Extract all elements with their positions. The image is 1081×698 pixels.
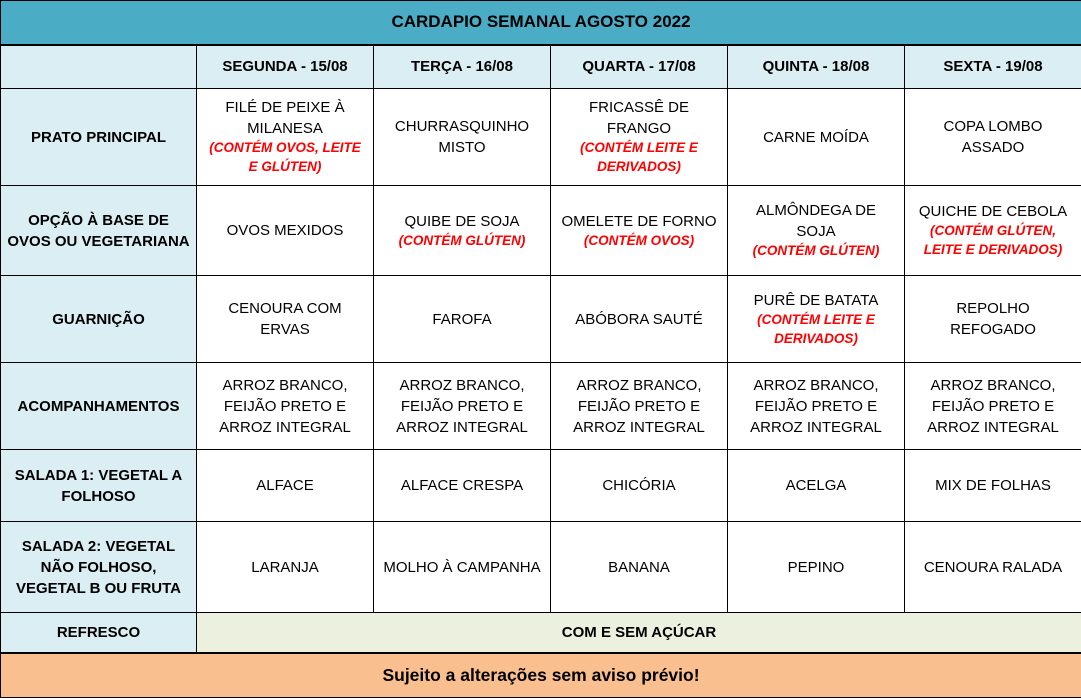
allergen-note: (CONTÉM GLÚTEN) — [382, 232, 542, 251]
menu-cell — [197, 522, 374, 613]
dish-name: CHURRASQUINHO MISTO — [382, 116, 542, 158]
refresco-value: COM E SEM AÇÚCAR — [197, 613, 1081, 653]
dish-name: BANANA — [559, 557, 719, 578]
menu-cell — [728, 522, 905, 613]
dish-name: ARROZ BRANCO, FEIJÃO PRETO E ARROZ INTEGRAL — [205, 375, 365, 438]
column-header-quinta: QUINTA - 18/08 — [728, 45, 905, 89]
row-label-refresco: REFRESCO — [1, 613, 197, 653]
table-row — [1, 186, 1081, 276]
dish-name: CENOURA COM ERVAS — [205, 298, 365, 340]
menu-cell — [551, 522, 728, 613]
row-label-salada-2: SALADA 2: VEGETAL NÃO FOLHOSO, VEGETAL B OU FRUTA — [1, 522, 197, 613]
menu-cell — [197, 276, 374, 363]
dish-name: CHICÓRIA — [559, 475, 719, 496]
dish-name: FRICASSÊ DE FRANGO — [559, 97, 719, 139]
page-title: CARDAPIO SEMANAL AGOSTO 2022 — [1, 1, 1081, 45]
dish-name: CENOURA RALADA — [913, 557, 1073, 578]
dish-name: LARANJA — [205, 557, 365, 578]
menu-cell — [374, 450, 551, 522]
menu-cell — [374, 276, 551, 363]
menu-cell — [374, 522, 551, 613]
dish-name: FILÉ DE PEIXE À MILANESA — [205, 97, 365, 139]
table-row — [1, 276, 1081, 363]
table-row — [1, 522, 1081, 613]
menu-cell — [197, 363, 374, 450]
corner-cell — [1, 45, 197, 89]
footer-disclaimer: Sujeito a alterações sem aviso prévio! — [1, 653, 1081, 698]
dish-name: MIX DE FOLHAS — [913, 475, 1073, 496]
allergen-note: (CONTÉM GLÚTEN) — [736, 242, 896, 261]
dish-name: COPA LOMBO ASSADO — [913, 116, 1073, 158]
dish-name: ARROZ BRANCO, FEIJÃO PRETO E ARROZ INTEGRAL — [913, 375, 1073, 438]
dish-name: OVOS MEXIDOS — [205, 220, 365, 241]
dish-name: QUIBE DE SOJA — [382, 211, 542, 232]
menu-cell — [905, 522, 1081, 613]
menu-cell — [374, 186, 551, 276]
menu-cell — [374, 89, 551, 186]
table-row — [1, 613, 1081, 653]
menu-cell — [197, 450, 374, 522]
row-label-acompanhamentos: ACOMPANHAMENTOS — [1, 363, 197, 450]
menu-cell — [551, 450, 728, 522]
table-row — [1, 363, 1081, 450]
dish-name: PEPINO — [736, 557, 896, 578]
menu-cell — [728, 186, 905, 276]
menu-cell — [905, 89, 1081, 186]
dish-name: FAROFA — [382, 309, 542, 330]
menu-cell — [905, 186, 1081, 276]
column-header-quarta: QUARTA - 17/08 — [551, 45, 728, 89]
menu-cell — [728, 450, 905, 522]
dish-name: ARROZ BRANCO, FEIJÃO PRETO E ARROZ INTEGRAL — [736, 375, 896, 438]
dish-name: CARNE MOÍDA — [736, 127, 896, 148]
column-header-sexta: SEXTA - 19/08 — [905, 45, 1081, 89]
dish-name: ALFACE CRESPA — [382, 475, 542, 496]
menu-cell — [905, 363, 1081, 450]
row-label-guarnicao: GUARNIÇÃO — [1, 276, 197, 363]
allergen-note: (CONTÉM GLÚTEN, LEITE E DERIVADOS) — [913, 222, 1073, 260]
menu-cell — [374, 363, 551, 450]
dish-name: PURÊ DE BATATA — [736, 290, 896, 311]
column-header-segunda: SEGUNDA - 15/08 — [197, 45, 374, 89]
menu-cell — [197, 186, 374, 276]
row-label-prato-principal: PRATO PRINCIPAL — [1, 89, 197, 186]
dish-name: ACELGA — [736, 475, 896, 496]
menu-cell — [728, 89, 905, 186]
dish-name: ABÓBORA SAUTÉ — [559, 309, 719, 330]
menu-cell — [197, 89, 374, 186]
menu-cell — [728, 276, 905, 363]
menu-cell — [551, 363, 728, 450]
dish-name: MOLHO À CAMPANHA — [382, 557, 542, 578]
menu-cell — [905, 276, 1081, 363]
dish-name: OMELETE DE FORNO — [559, 211, 719, 232]
menu-cell — [551, 89, 728, 186]
table-row — [1, 450, 1081, 522]
menu-cell — [551, 186, 728, 276]
allergen-note: (CONTÉM LEITE E DERIVADOS) — [736, 311, 896, 349]
dish-name: ALFACE — [205, 475, 365, 496]
column-header-terca: TERÇA - 16/08 — [374, 45, 551, 89]
dish-name: ARROZ BRANCO, FEIJÃO PRETO E ARROZ INTEGRAL — [559, 375, 719, 438]
allergen-note: (CONTÉM OVOS, LEITE E GLÚTEN) — [205, 139, 365, 177]
row-label-opcao-vegetariana: OPÇÃO À BASE DE OVOS OU VEGETARIANA — [1, 186, 197, 276]
allergen-note: (CONTÉM LEITE E DERIVADOS) — [559, 139, 719, 177]
menu-cell — [905, 450, 1081, 522]
allergen-note: (CONTÉM OVOS) — [559, 232, 719, 251]
row-label-salada-1: SALADA 1: VEGETAL A FOLHOSO — [1, 450, 197, 522]
dish-name: ALMÔNDEGA DE SOJA — [736, 200, 896, 242]
dish-name: REPOLHO REFOGADO — [913, 298, 1073, 340]
dish-name: ARROZ BRANCO, FEIJÃO PRETO E ARROZ INTEGRAL — [382, 375, 542, 438]
dish-name: QUICHE DE CEBOLA — [913, 201, 1073, 222]
menu-cell — [728, 363, 905, 450]
table-row — [1, 89, 1081, 186]
menu-cell — [551, 276, 728, 363]
